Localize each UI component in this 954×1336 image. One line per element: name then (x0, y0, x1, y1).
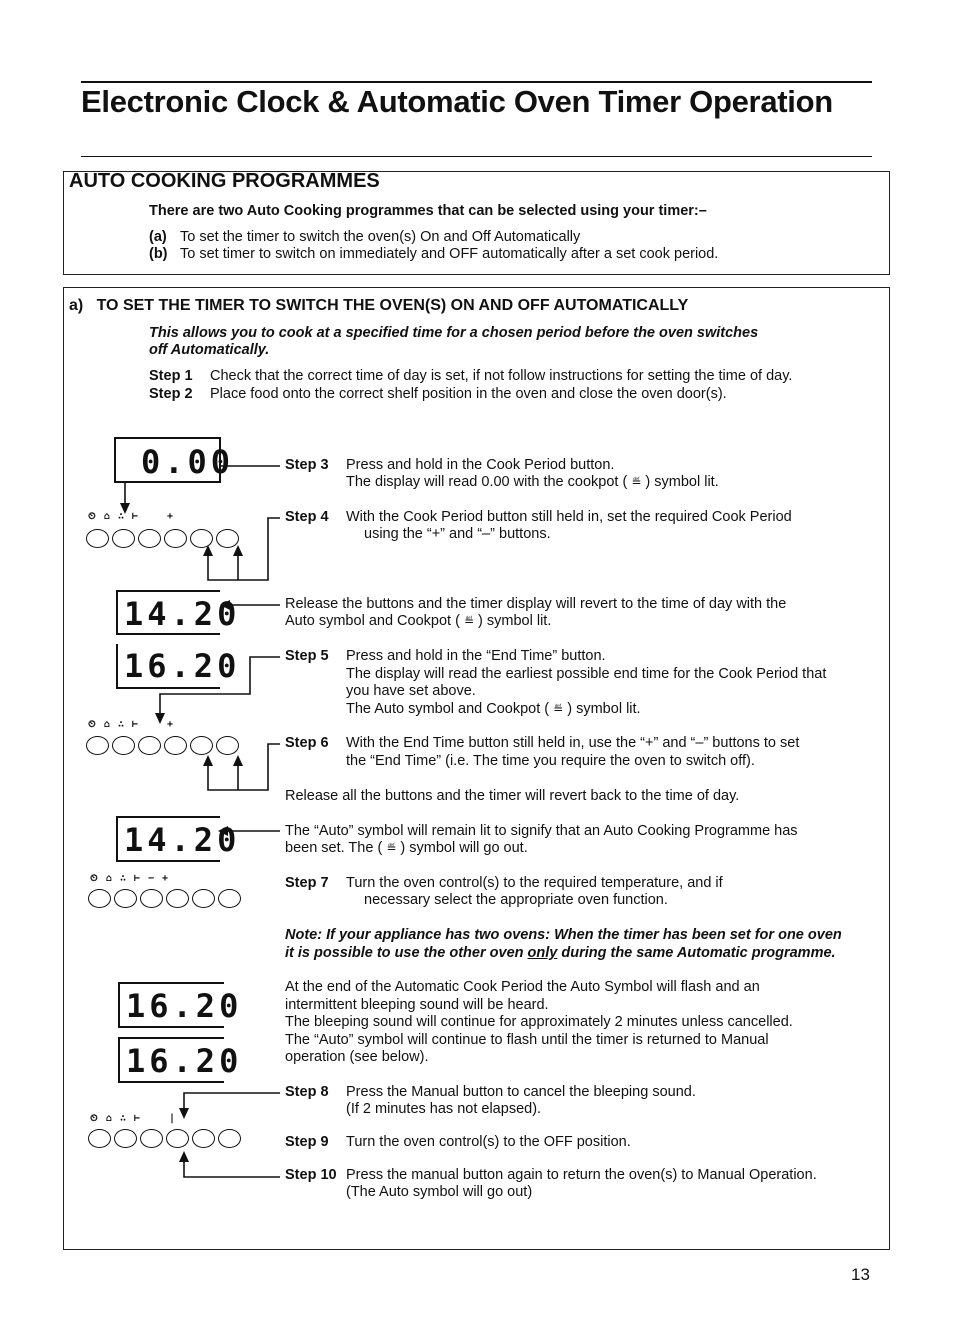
step-9 (285, 1134, 631, 1152)
option-a-label: (a) (149, 229, 167, 245)
cook-period-button[interactable] (112, 736, 135, 755)
section-a-intro-1: This allows you to cook at a specified time for a chosen period before the oven switches (149, 325, 759, 341)
step-5-label: Step 5 (285, 648, 329, 664)
auto-lit-line-1: The “Auto” symbol will remain lit to signify that an Auto Cooking Programme has (285, 823, 798, 839)
step-8-line-2: (If 2 minutes has not elapsed). (346, 1101, 542, 1117)
cookpot-icon: ≝ (386, 841, 397, 855)
minus-button[interactable] (190, 529, 213, 548)
lcd-display-3 (116, 644, 241, 689)
step-3 (285, 457, 614, 475)
button-row-4 (88, 1129, 241, 1148)
step-9-line-1: Turn the oven control(s) to the OFF position. (346, 1134, 631, 1150)
auto-programmes-heading: AUTO COOKING PROGRAMMES (69, 170, 380, 192)
button-icons-3: ⏲ ⌂ ∴ ⊢ − + (90, 873, 170, 884)
step-6-line-1: With the End Time button still held in, use the “+” and “–” buttons to set (346, 735, 800, 751)
release-1-line-2: Auto symbol and Cookpot ( ≝ ) symbol lit. (285, 613, 552, 629)
end-line-4: The “Auto” symbol will continue to flash until the timer is returned to Manual (285, 1032, 769, 1048)
arrowhead-7 (233, 755, 243, 766)
end-time-button[interactable] (138, 736, 161, 755)
cookpot-icon: ≝ (463, 614, 474, 628)
step-4-label: Step 4 (285, 509, 329, 525)
minus-button[interactable] (192, 1129, 215, 1148)
step-6-line-2: the “End Time” (i.e. The time you require the oven to switch off). (346, 753, 755, 769)
arrowhead-6 (203, 755, 213, 766)
option-b-text: To set timer to switch on immediately and OFF automatically after a set cook period. (180, 246, 719, 262)
end-line-3: The bleeping sound will continue for approximately 2 minutes unless cancelled. (285, 1014, 793, 1030)
end-line-5: operation (see below). (285, 1049, 429, 1065)
step-8-line-1: Press the Manual button to cancel the bleeping sound. (346, 1084, 696, 1100)
step-1-label: Step 1 (149, 368, 193, 384)
step-9-label: Step 9 (285, 1134, 329, 1150)
cook-period-button[interactable] (114, 889, 137, 908)
section-a-heading: a) TO SET THE TIMER TO SWITCH THE OVEN(S) ON AND OFF AUTOMATICALLY (69, 297, 689, 314)
step-3-line-1: Press and hold in the Cook Period button. (346, 457, 615, 473)
end-line-2: intermittent bleeping sound will be heard. (285, 997, 549, 1013)
step-5-line-1: Press and hold in the “End Time” button. (346, 648, 606, 664)
step-2-label: Step 2 (149, 386, 193, 402)
step-5-line-2: The display will read the earliest possible end time for the Cook Period that (346, 666, 827, 682)
plus-button[interactable] (218, 1129, 241, 1148)
step-3-line-2: The display will read 0.00 with the cookpot ( ≝ ) symbol lit. (346, 474, 719, 490)
button-icons-4: ⏲ ⌂ ∴ ⊢ | (90, 1113, 177, 1124)
step-5 (285, 648, 606, 666)
arrowhead-10 (179, 1151, 189, 1162)
release-1-line-1: Release the buttons and the timer display will revert to the time of day with the (285, 596, 787, 612)
step-4-line-1: With the Cook Period button still held in, set the required Cook Period (346, 509, 792, 525)
step-5-line-4: The Auto symbol and Cookpot ( ≝ ) symbol lit. (346, 701, 641, 717)
step-3-label: Step 3 (285, 457, 329, 473)
step-7-line-2: necessary select the appropriate oven function. (364, 892, 668, 908)
manual-button[interactable] (166, 1129, 189, 1148)
step-10-line-2: (The Auto symbol will go out) (346, 1184, 533, 1200)
lcd-display-5-text: 16.20 (126, 987, 243, 1025)
plus-button[interactable] (218, 889, 241, 908)
button-icons-2: ⏲ ⌂ ∴ ⊢ + (88, 719, 175, 730)
step-7 (285, 875, 723, 893)
step-7-line-1: Turn the oven control(s) to the required temperature, and if (346, 875, 723, 891)
option-a-text: To set the timer to switch the oven(s) On and Off Automatically (180, 229, 581, 245)
step-4 (285, 509, 792, 527)
minus-button[interactable] (192, 889, 215, 908)
cookpot-icon: ≝ (553, 702, 564, 716)
manual-button[interactable] (164, 529, 187, 548)
note-line-1: Note: If your appliance has two ovens: When the timer has been set for one oven (285, 927, 842, 943)
step-1-text: Check that the correct time of day is set, if not follow instructions for setting the time of day. (210, 368, 793, 384)
cook-period-button[interactable] (112, 529, 135, 548)
manual-button[interactable] (164, 736, 187, 755)
end-time-button[interactable] (140, 1129, 163, 1148)
connector-step4 (208, 518, 280, 580)
lcd-display-4 (116, 816, 241, 862)
plus-button[interactable] (216, 736, 239, 755)
page-number: 13 (851, 1265, 870, 1284)
timer-button[interactable] (86, 736, 109, 755)
end-line-1: At the end of the Automatic Cook Period the Auto Symbol will flash and an (285, 979, 760, 995)
lcd-display-1 (114, 437, 235, 483)
connector-step10 (184, 1160, 280, 1177)
minus-button[interactable] (190, 736, 213, 755)
section-a-intro-2: off Automatically. (149, 342, 270, 358)
timer-button[interactable] (88, 889, 111, 908)
button-row-3 (88, 889, 241, 908)
button-icons-1: ⏲ ⌂ ∴ ⊢ + (88, 511, 175, 522)
step-5-line-3: you have set above. (346, 683, 476, 699)
button-row-1 (86, 529, 239, 548)
auto-intro: There are two Auto Cooking programmes that can be selected using your timer:– (149, 203, 707, 219)
lcd-display-6 (118, 1037, 243, 1083)
step-6 (285, 735, 799, 753)
lcd-display-1-text: 0.00 (141, 443, 235, 481)
step-6-label: Step 6 (285, 735, 329, 751)
end-time-button[interactable] (138, 529, 161, 548)
option-b-label: (b) (149, 246, 168, 262)
lcd-display-4-text: 14.20 (124, 821, 241, 859)
button-row-2 (86, 736, 239, 755)
timer-button[interactable] (88, 1129, 111, 1148)
step-8 (285, 1084, 696, 1102)
cook-period-button[interactable] (114, 1129, 137, 1148)
lcd-display-3-text: 16.20 (124, 647, 241, 685)
step-10-label: Step 10 (285, 1167, 337, 1183)
manual-button[interactable] (166, 889, 189, 908)
step-10-line-1: Press the manual button again to return the oven(s) to Manual Operation. (346, 1167, 817, 1183)
step-2-text: Place food onto the correct shelf position in the oven and close the oven door(s). (210, 386, 727, 402)
release-2: Release all the buttons and the timer will revert back to the time of day. (285, 788, 740, 804)
step-8-label: Step 8 (285, 1084, 329, 1100)
auto-lit-line-2: been set. The ( ≝ ) symbol will go out. (285, 840, 528, 856)
lcd-display-6-text: 16.20 (126, 1042, 243, 1080)
note-line-2: it is possible to use the other oven only during the same Automatic programme. (285, 945, 836, 961)
step-7-label: Step 7 (285, 875, 329, 891)
timer-button[interactable] (86, 529, 109, 548)
cookpot-icon: ≝ (631, 475, 642, 489)
lcd-display-5 (118, 982, 243, 1028)
connector-step8 (184, 1093, 280, 1112)
step-4-line-2: using the “+” and “–” buttons. (364, 526, 551, 542)
end-time-button[interactable] (140, 889, 163, 908)
lcd-display-2-text: 14.20 (124, 595, 241, 633)
plus-button[interactable] (216, 529, 239, 548)
page-title: Electronic Clock & Automatic Oven Timer Operation (81, 84, 833, 119)
step-10 (285, 1167, 817, 1185)
arrowhead-9 (179, 1108, 189, 1119)
lcd-display-2 (116, 590, 241, 635)
